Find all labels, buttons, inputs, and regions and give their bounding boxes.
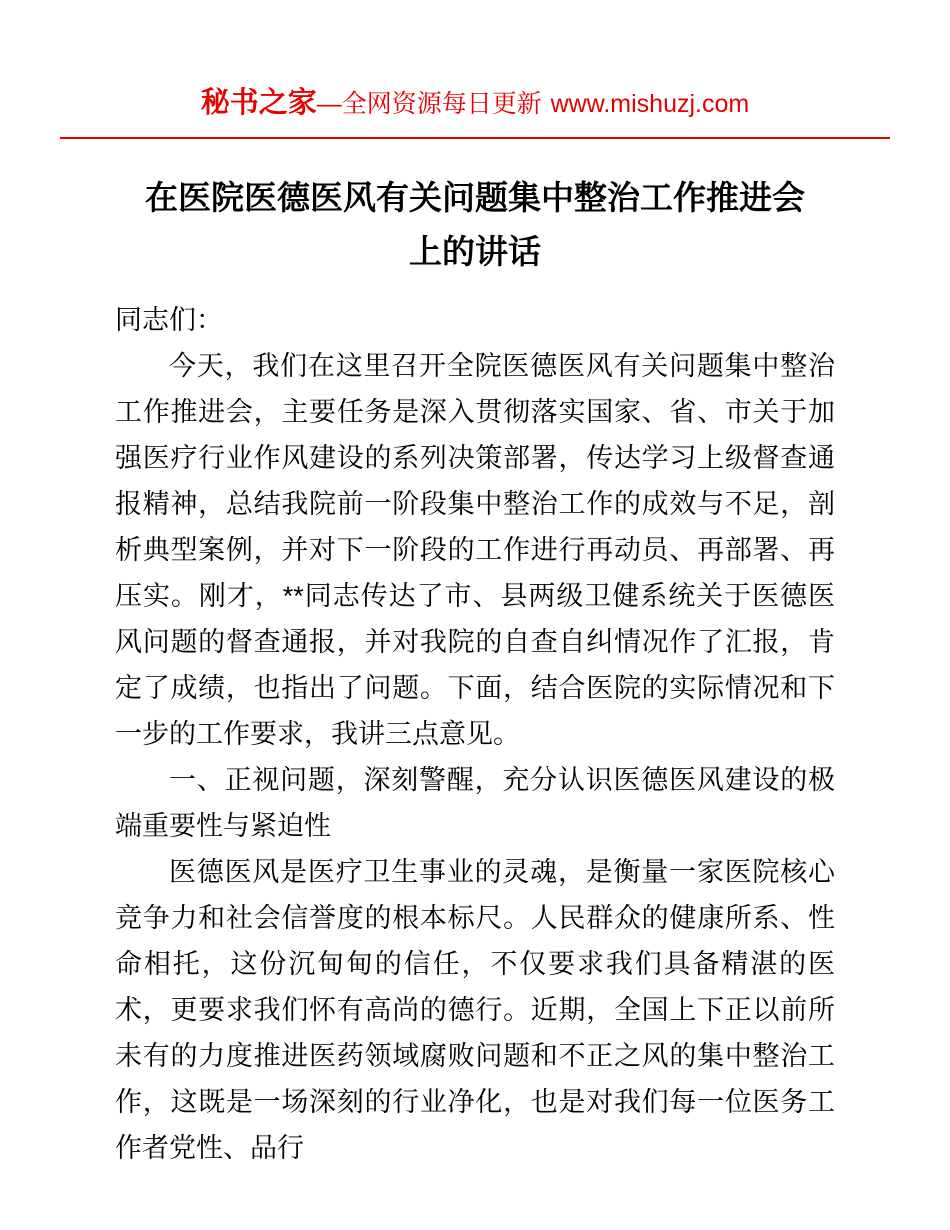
section-heading: 一、正视问题，深刻警醒，充分认识医德医风建设的极端重要性与紧迫性 (115, 765, 835, 841)
paragraph: 医德医风是医疗卫生事业的灵魂，是衡量一家医院核心竞争力和社会信誉度的根本标尺。人民群众的健康所系、性命相托，这份沉甸甸的信任，不仅要求我们具备精湛的医术，更要求我们怀有高尚的德行。近期，全国上下正以前所未有的力度推进医药领域腐败问题和不正之风的集中整治工作，这既是一场深刻的行业净化，也是对我们每一位医务工作者党性、品行 (115, 857, 835, 1163)
paragraph: 今天，我们在这里召开全院医德医风有关问题集中整治工作推进会，主要任务是深入贯彻落实国家、省、市关于加强医疗行业作风建设的系列决策部署，传达学习上级督查通报精神，总结我院前一阶段集中整治工作的成效与不足，剖析典型案例，并对下一阶段的工作进行再动员、再部署、再压实。刚才，**同志传达了市、县两级卫健系统关于医德医风问题的督查通报，并对我院的自查自纠情况作了汇报，肯定了成绩，也指出了问题。下面，结合医院的实际情况和下一步的工作要求，我讲三点意见。 (115, 351, 835, 749)
site-brand: 秘书之家 (200, 87, 317, 119)
document-body (115, 297, 835, 1171)
salutation: 同志们： (115, 305, 223, 335)
site-tagline: —全网资源每日更新 (316, 90, 542, 118)
site-url: www.mishuzj.com (550, 90, 750, 118)
document-title: 在医院医德医风有关问题集中整治工作推进会上的讲话 (145, 179, 805, 270)
document-content (115, 171, 835, 1171)
header-text (115, 84, 835, 123)
header-divider (60, 137, 890, 139)
site-header (115, 84, 835, 139)
